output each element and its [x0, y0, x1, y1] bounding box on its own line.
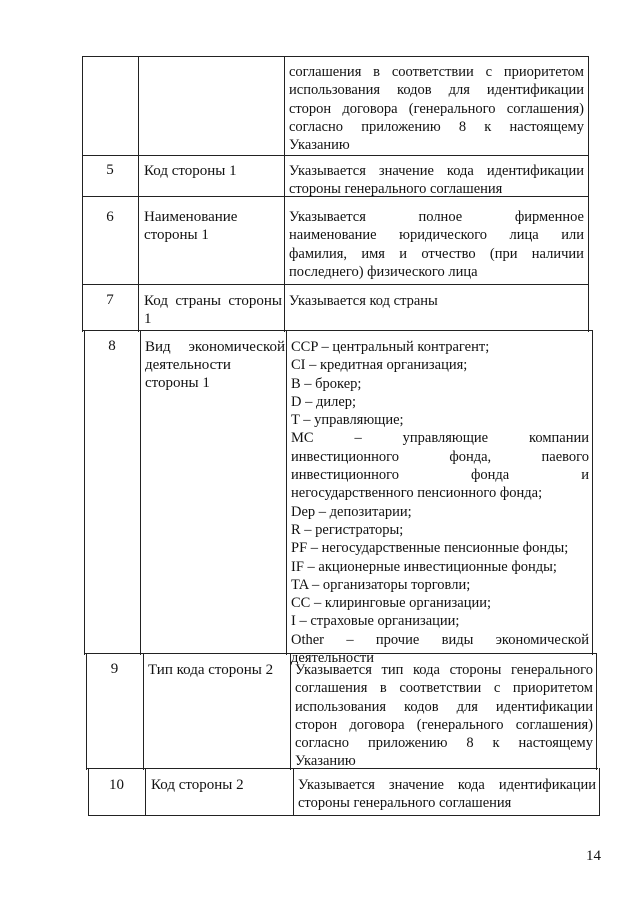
name-line	[145, 338, 285, 356]
word: юридического	[399, 227, 488, 244]
word: фонда,	[449, 448, 492, 465]
word: прочие	[375, 631, 420, 648]
word: фирменное	[514, 209, 584, 225]
word: (генерального	[416, 716, 504, 733]
word: наименование	[289, 227, 377, 244]
row-number: 9	[110, 661, 119, 677]
description-line	[289, 118, 584, 136]
row-name: Код стороны 2	[151, 777, 244, 793]
description-line: B – брокер;	[291, 375, 362, 392]
word: Вид	[145, 339, 171, 355]
word: соответствии	[391, 64, 474, 80]
word: фамилия,	[289, 245, 348, 262]
word: компании	[529, 430, 589, 447]
row-number: 5	[106, 162, 114, 178]
word: соглашения)	[506, 100, 584, 117]
word: –	[346, 631, 354, 648]
word: лица	[509, 227, 539, 244]
description-line: CI – кредитная организация;	[291, 357, 468, 374]
description-line	[295, 698, 593, 716]
table-row	[295, 661, 593, 771]
description-line: негосударственного пенсионного фонда;	[291, 485, 543, 502]
table-row	[289, 162, 584, 199]
name-line: стороны 1	[145, 375, 210, 391]
word: приоритетом	[503, 64, 584, 80]
word: страны	[175, 293, 221, 309]
word: значение	[378, 163, 434, 179]
description-line	[289, 208, 584, 226]
word: инвестиционного	[291, 448, 399, 465]
word: и	[581, 467, 589, 484]
word: согласно	[289, 118, 344, 135]
word: генерального	[511, 662, 593, 678]
word: настоящему	[509, 118, 584, 135]
word: приоритетом	[512, 680, 593, 697]
word: кодов	[397, 82, 432, 99]
word: (при	[489, 245, 518, 262]
word: кода	[412, 662, 440, 678]
page-number: 14	[586, 848, 601, 864]
description-line: I – страховые организации;	[291, 613, 460, 630]
word: приложению	[361, 118, 441, 135]
word: MC	[291, 430, 314, 447]
word: к	[492, 735, 500, 752]
row-name: Код стороны 1	[144, 163, 237, 179]
word: сторон	[295, 716, 338, 733]
row-name	[144, 292, 282, 328]
description-line: Dep – депозитарии;	[291, 503, 412, 520]
description-line	[289, 162, 584, 180]
word: значение	[388, 777, 444, 793]
word: в	[379, 680, 387, 697]
description-line: D – дилер;	[291, 393, 357, 410]
row-name	[145, 338, 285, 392]
description-line	[289, 226, 584, 244]
word: кода	[457, 777, 485, 793]
row-name: Наименование стороны 1	[144, 209, 238, 243]
word: 8	[466, 735, 474, 752]
description-line	[289, 81, 584, 99]
word: кодов	[404, 698, 439, 715]
word: Указывается	[289, 163, 366, 179]
description-line	[295, 716, 593, 734]
table-row	[289, 292, 584, 310]
word: (генерального	[408, 100, 496, 117]
description-line	[289, 245, 584, 263]
description-line	[295, 661, 593, 679]
word: настоящему	[518, 735, 593, 752]
table-row	[289, 63, 584, 154]
word: кода	[446, 163, 474, 179]
word: имя	[361, 245, 385, 262]
description-line	[291, 466, 589, 484]
word: для	[456, 698, 478, 715]
row-number: 10	[109, 777, 124, 793]
description-line	[295, 679, 593, 697]
word: для	[448, 82, 470, 99]
word: 8	[458, 118, 467, 135]
description-line: CCP – центральный контрагент;	[291, 339, 490, 355]
name-line	[144, 292, 282, 310]
word: идентификации	[486, 82, 584, 99]
word: сторон	[289, 100, 332, 117]
word: использования	[295, 698, 387, 715]
word: виды	[441, 631, 474, 648]
row-name: Тип кода стороны 2	[148, 662, 274, 678]
word: экономической	[495, 631, 589, 648]
word: с	[485, 64, 493, 80]
description-line	[289, 63, 584, 81]
row-number: 8	[108, 338, 116, 354]
description-line: последнего) физического лица	[289, 263, 478, 280]
word: Указывается	[295, 662, 372, 678]
description-line: стороны генерального соглашения	[289, 181, 503, 198]
word: экономической	[188, 339, 285, 355]
word: управляющие	[402, 430, 489, 447]
word: отчество	[421, 245, 476, 262]
description-line: деятельности	[291, 650, 375, 667]
table-row	[289, 208, 584, 281]
word: Other	[291, 631, 325, 648]
description-line: R – регистраторы;	[291, 521, 404, 538]
name-line: деятельности	[145, 357, 231, 373]
description-line: Указанию	[289, 137, 350, 154]
table-row	[291, 338, 589, 667]
word: соглашения	[289, 64, 362, 80]
row-number: 7	[106, 292, 114, 308]
row-number: 6	[106, 209, 114, 225]
word: стороны	[449, 662, 502, 678]
word: договора	[342, 100, 398, 117]
description-line	[291, 429, 589, 447]
word: –	[354, 430, 362, 447]
word: Код	[144, 293, 168, 309]
description-line: Указанию	[295, 753, 356, 770]
description-line	[291, 448, 589, 466]
name-line: 1	[144, 311, 152, 327]
word: согласно	[295, 735, 350, 752]
word: полное	[418, 209, 463, 225]
word: договора	[349, 716, 405, 733]
word: Указывается	[289, 209, 366, 225]
description-line	[291, 631, 589, 649]
description-line: Указывается код страны	[289, 293, 438, 309]
word: тип	[381, 662, 404, 678]
word: или	[561, 227, 584, 244]
word: наличии	[531, 245, 584, 262]
word: соглашения	[295, 680, 368, 697]
description-line: PF – негосударственные пенсионные фонды;	[291, 540, 569, 557]
description-line: IF – акционерные инвестиционные фонды;	[291, 558, 557, 575]
description-line: стороны генерального соглашения	[298, 795, 512, 812]
description-line: T – управляющие;	[291, 412, 404, 429]
word: идентификации	[486, 163, 584, 179]
word: соглашения)	[515, 716, 593, 733]
description-line: TA – организаторы торговли;	[291, 576, 471, 593]
word: в	[373, 64, 381, 80]
description-line	[289, 100, 584, 118]
word: паевого	[541, 448, 589, 465]
word: идентификации	[495, 698, 593, 715]
word: инвестиционного	[291, 467, 399, 484]
word: идентификации	[498, 777, 596, 793]
word: и	[399, 245, 408, 262]
word: Указывается	[298, 777, 375, 793]
word: фонда	[471, 467, 510, 484]
description-line	[295, 734, 593, 752]
table-row	[298, 776, 596, 813]
word: использования	[289, 82, 381, 99]
word: стороны	[228, 293, 282, 309]
word: с	[493, 680, 501, 697]
description-line	[298, 776, 596, 794]
word: соответствии	[399, 680, 482, 697]
word: к	[484, 118, 492, 135]
word: приложению	[367, 735, 448, 752]
description-line: CC – клиринговые организации;	[291, 595, 492, 612]
